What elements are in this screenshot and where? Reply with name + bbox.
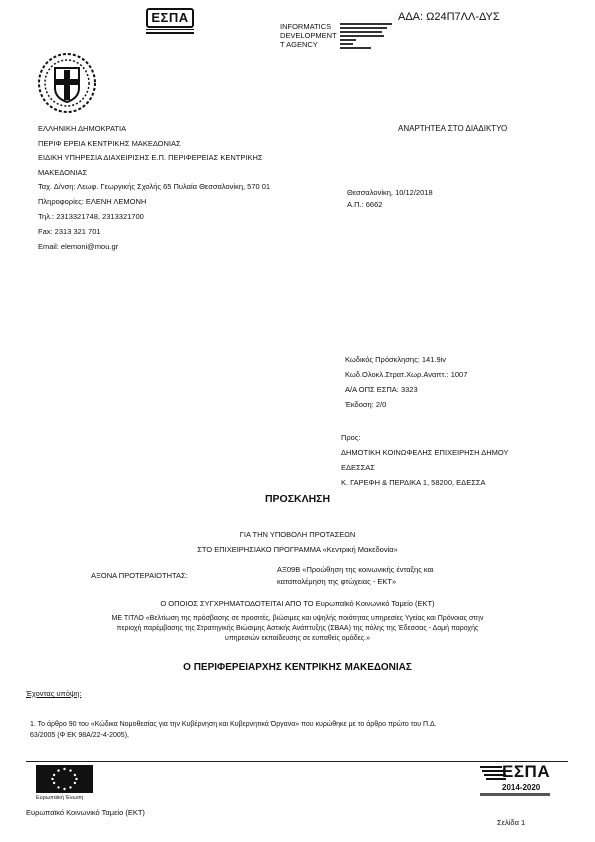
- call-code: Κωδικός Πρόσκλησης: 141.9iv: [345, 355, 447, 364]
- agency-logo-text: [280, 22, 337, 49]
- recipient-block: [341, 433, 581, 493]
- issuer-fax: Fax: 2313 321 701: [38, 227, 101, 236]
- project-title-line: περιοχή παρέμβασης της Στρατηγικής Βιώσιμης Αστικής Ανάπτυξης (ΣΒΑΑ) της πόλης της Έδεσσας - Δομή παροχής: [116, 625, 479, 632]
- issuer-line: ΜΑΚΕΔΟΝΙΑΣ: [38, 167, 88, 177]
- coat-of-arms-icon: [37, 52, 97, 114]
- ops-code: Α/Α ΟΠΣ ΕΣΠΑ: 3323: [345, 385, 418, 394]
- project-title-line: ΜΕ ΤΙΤΛΟ «Βελτίωση της πρόσβασης σε προσιτές, βιώσιμες και υψηλής ποιότητας υπηρεσίες Υγείας και Πρόνοιας στην: [111, 615, 484, 622]
- page-number: Σελίδα 1: [497, 818, 526, 827]
- subtitle-1: ΓΙΑ ΤΗΝ ΥΠΟΒΟΛΗ ΠΡΟΤΑΣΕΩΝ: [239, 530, 356, 539]
- issuer-address: Ταχ. Δ/νση: Λεωφ. Γεωργικής Σχολής 65 Πυλαία Θεσσαλονίκη, 570 01: [38, 182, 271, 191]
- esf-label: Ευρωπαϊκό Κοινωνικό Ταμείο (ΕΚΤ): [26, 808, 145, 817]
- recipient-line: ΕΔΕΣΣΑΣ: [341, 463, 375, 472]
- agency-line-1: INFORMATICS: [280, 22, 332, 31]
- issuer-line: ΠΕΡΙΦ ΕΡΕΙΑ ΚΕΝΤΡΙΚΗΣ ΜΑΚΕΔΟΝΙΑΣ: [38, 138, 181, 148]
- posting-note: ΑΝΑΡΤΗΤΕΑ ΣΤΟ ΔΙΑΔΙΚΤΥΟ: [398, 124, 508, 133]
- espa-footer-fineprint: [480, 793, 550, 796]
- item-1-line: 63/2005 (Φ ΕΚ 98Α/22-4-2005),: [30, 732, 129, 739]
- protocol-number: Α.Π.: 6662: [347, 200, 383, 209]
- having-regard-heading: Έχοντας υπόψη:: [26, 689, 82, 698]
- item-1: [30, 720, 565, 742]
- agency-line-2: DEVELOPMENT: [280, 31, 337, 40]
- axis-value-line: ΑΞ09Β «Προώθηση της κοινωνικής ένταξης και: [277, 565, 434, 574]
- axis-value-line: καταπολέμηση της φτώχειας - ΕΚΤ»: [277, 577, 397, 586]
- recipient-line: Κ. ΓΑΡΕΦΗ & ΠΕΡΔΙΚΑ 1, 58200, ΕΔΕΣΣΑ: [341, 478, 486, 487]
- issuer-phone: Τηλ.: 2313321748, 2313321700: [38, 212, 144, 221]
- document-title: ΠΡΟΣΚΛΗΣΗ: [264, 493, 331, 505]
- cofinance-line: Ο ΟΠΟΙΟΣ ΣΥΓΧΡΗΜΑΤΟΔΟΤΕΙΤΑΙ ΑΠΟ ΤΟ Ευρωπαϊκό Κοινωνικό Ταμείο (ΕΚΤ): [160, 599, 435, 608]
- espa-header-logo-stripes: [146, 29, 194, 38]
- espa-years: 2014-2020: [502, 783, 541, 792]
- project-title: [20, 614, 575, 644]
- recipient-label: Προς:: [341, 433, 361, 442]
- recipient-line: ΔΗΜΟΤΙΚΗ ΚΟΙΝΩΦΕΛΗΣ ΕΠΙΧΕΙΡΗΣΗ ΔΗΜΟΥ: [341, 448, 509, 457]
- issuer-email: Email: elemoni@mou.gr: [38, 242, 119, 251]
- subtitle-2: ΣΤΟ ΕΠΙΧΕΙΡΗΣΙΑΚΟ ΠΡΟΓΡΑΜΜΑ «Κεντρική Μακεδονία»: [197, 545, 398, 554]
- eu-flag-icon: [36, 765, 93, 793]
- espa-footer-wordmark: ΕΣΠΑ: [502, 762, 551, 781]
- issuer-line: ΕΙΔΙΚΗ ΥΠΗΡΕΣΙΑ ΔΙΑΧΕΙΡΙΣΗΣ Ε.Π. ΠΕΡΙΦΕΡΕΙΑΣ ΚΕΝΤΡΙΚΗΣ: [38, 153, 263, 162]
- authority-title: Ο ΠΕΡΙΦΕΡΕΙΑΡΧΗΣ ΚΕΝΤΡΙΚΗΣ ΜΑΚΕΔΟΝΙΑΣ: [183, 662, 412, 673]
- item-1-line: 1. Το άρθρο 90 του «Κώδικα Νομοθεσίας για την Κυβέρνηση και Κυβερνητικά Όργανα» που κυρώθηκε με το άρθρο πρώτο του Π.Δ.: [30, 721, 437, 728]
- date-line: Θεσσαλονίκη, 10/12/2018: [347, 188, 433, 197]
- agency-logo-fineprint: [340, 22, 392, 54]
- espa-footer-logo: [480, 762, 550, 798]
- eu-caption: Ευρωπαϊκή Ένωση: [36, 795, 84, 801]
- codes-block: [345, 355, 565, 415]
- issuer-block: [38, 124, 338, 257]
- axis-value: [277, 565, 477, 589]
- axis-label: ΑΞΟΝΑ ΠΡΟΤΕΡΑΙΟΤΗΤΑΣ:: [91, 571, 188, 580]
- espa-header-logo: ΕΣΠΑ: [146, 8, 194, 28]
- project-title-line: υπηρεσιών εκπαίδευσης σε ευπαθείς ομάδες.»: [225, 635, 370, 642]
- issuer-contact-person: Πληροφορίες: ΕΛΕΝΗ ΛΕΜΟΝΗ: [38, 197, 147, 206]
- version: Έκδοση: 2/0: [345, 400, 387, 409]
- strategy-code: Κωδ.Ολοκλ.Στρατ.Χωρ.Αναπτ.: 1007: [345, 370, 468, 379]
- ada-code: ΑΔΑ: Ω24Π7ΛΛ-ΔΥΣ: [398, 11, 500, 23]
- issuer-line: ΕΛΛΗΝΙΚΗ ΔΗΜΟΚΡΑΤΙΑ: [38, 124, 127, 133]
- agency-line-3: T AGENCY: [280, 40, 318, 49]
